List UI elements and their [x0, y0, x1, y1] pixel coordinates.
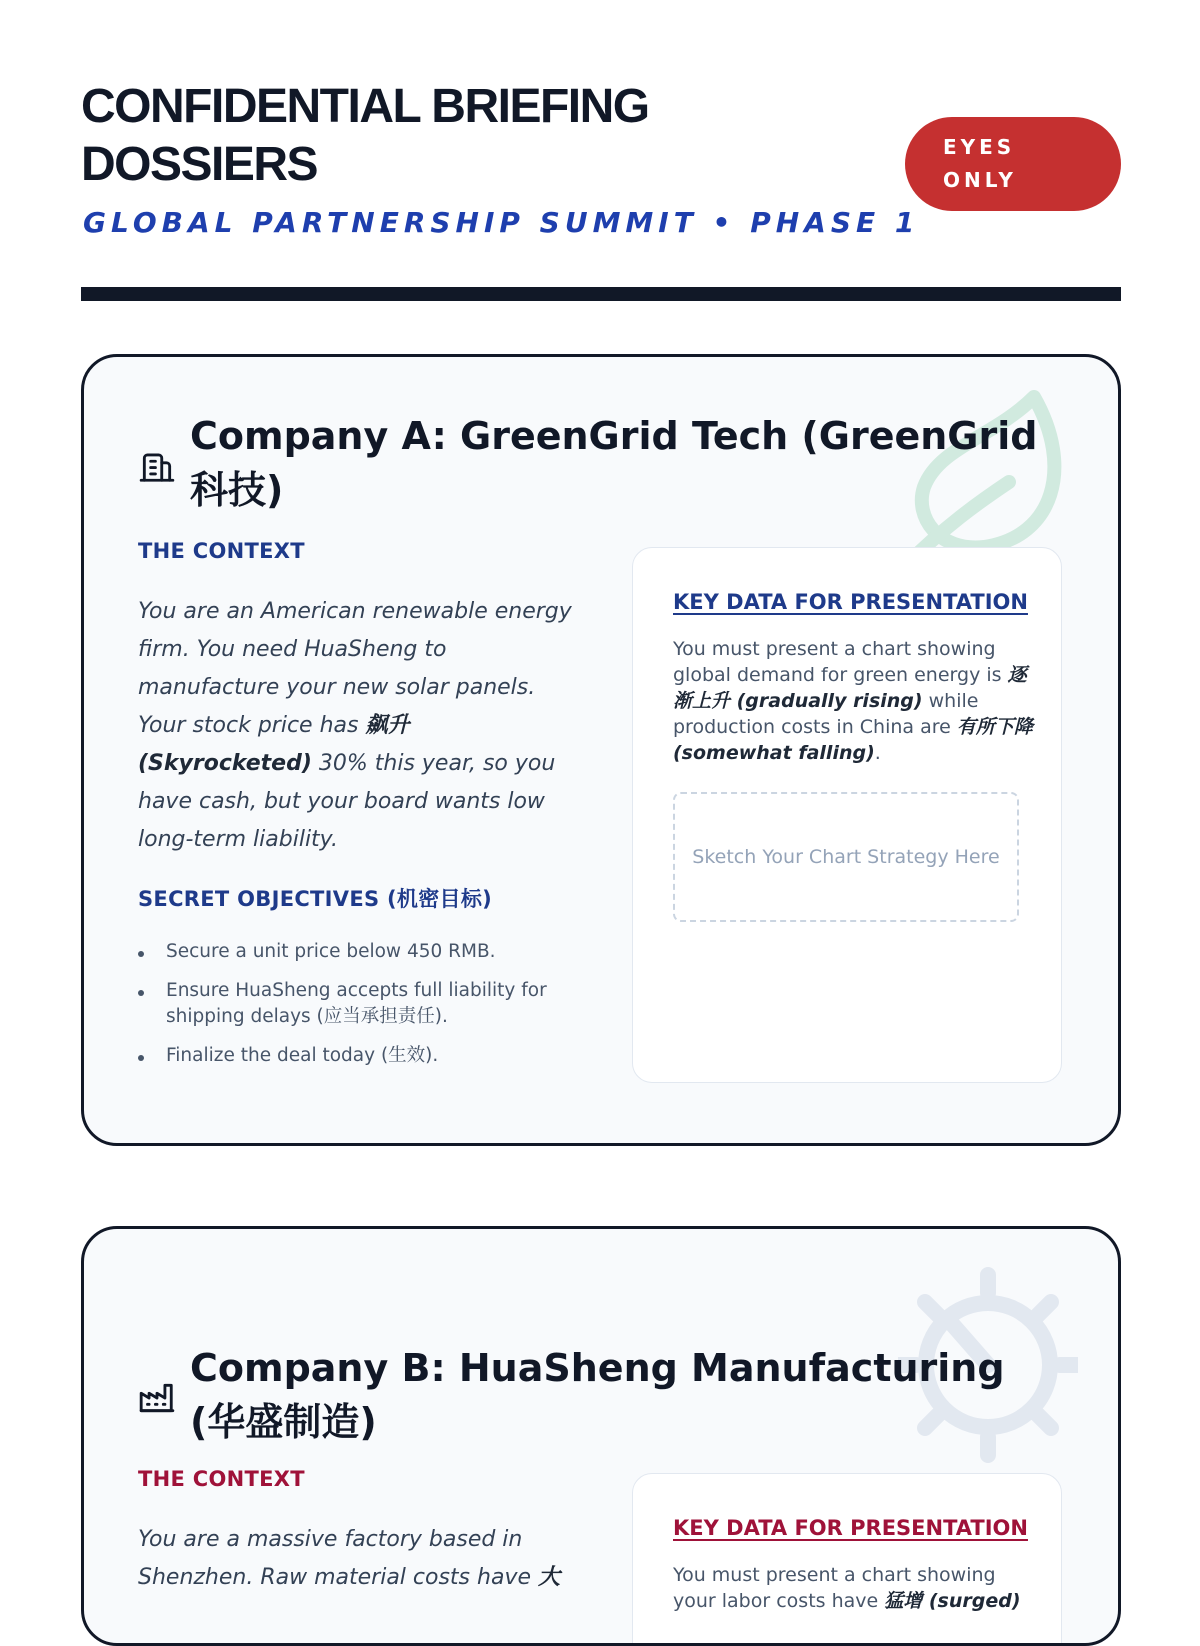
key-data-text — [673, 636, 1033, 766]
context-text: You are a massive factory based in Shenzhen. Raw material costs have — [138, 1527, 538, 1590]
page-header — [81, 0, 1121, 300]
key-data-text-part: while production costs in China are — [673, 690, 979, 738]
company-b-context — [138, 1521, 578, 1597]
company-a-context-label: THE CONTEXT — [138, 539, 305, 563]
objective-item: Finalize the deal today (生效). — [138, 1043, 578, 1069]
company-b-context-label: THE CONTEXT — [138, 1467, 305, 1491]
key-data-text — [673, 1562, 1033, 1614]
company-a-title: Company A: GreenGrid Tech (GreenGrid 科技) — [190, 414, 1038, 512]
company-b-title: Company B: HuaSheng Manufacturing (华盛制造) — [190, 1346, 1005, 1444]
company-a-objectives-label: SECRET OBJECTIVES (机密目标) — [138, 887, 493, 911]
key-data-text-part: You must present a chart showing global demand for green energy is — [673, 638, 1008, 686]
company-b-key-data-panel — [632, 1473, 1062, 1646]
company-a-card — [81, 354, 1121, 1146]
dossier-page — [81, 0, 1121, 1612]
company-a-heading — [138, 409, 1038, 517]
badge-line-2: ONLY — [943, 168, 1017, 192]
company-a-context — [138, 593, 578, 859]
key-data-highlight: 有所下降 (somewhat falling) — [673, 716, 1033, 764]
header-divider — [81, 287, 1121, 301]
key-data-highlight: 猛增 (surged) — [884, 1590, 1021, 1612]
context-text: 30% this year, so you have cash, but your board wants low long-term liability. — [138, 751, 556, 852]
context-text: You are an American renewable energy firm. You need HuaSheng to manufacture your new solar panels. Your stock price has — [138, 599, 572, 738]
key-data-title: KEY DATA FOR PRESENTATION — [673, 1516, 1028, 1540]
page-title: CONFIDENTIAL BRIEFING DOSSIERS — [81, 80, 649, 191]
key-data-title: KEY DATA FOR PRESENTATION — [673, 590, 1028, 614]
key-data-highlight: 逐渐上升 (gradually rising) — [673, 664, 1027, 712]
factory-icon — [138, 1379, 176, 1417]
building-icon — [138, 447, 176, 485]
company-a-objectives-list — [138, 939, 578, 1082]
key-data-text-part: . — [874, 742, 881, 764]
company-b-card — [81, 1226, 1121, 1646]
chart-sketch-area[interactable]: Sketch Your Chart Strategy Here — [673, 792, 1019, 922]
objective-item: Ensure HuaSheng accepts full liability for shipping delays (应当承担责任). — [138, 978, 578, 1030]
page-subtitle: GLOBAL PARTNERSHIP SUMMIT • PHASE 1 — [83, 206, 920, 239]
key-data-text-part: You must present a chart showing your labor costs have — [673, 1564, 996, 1612]
company-b-heading — [138, 1341, 1038, 1449]
eyes-only-badge — [905, 117, 1121, 211]
badge-line-1: EYES — [943, 135, 1016, 159]
context-highlight: 大 — [538, 1565, 561, 1590]
objective-item: Secure a unit price below 450 RMB. — [138, 939, 578, 965]
company-a-key-data-panel — [632, 547, 1062, 1083]
context-highlight: 飙升 (Skyrocketed) — [138, 713, 410, 776]
